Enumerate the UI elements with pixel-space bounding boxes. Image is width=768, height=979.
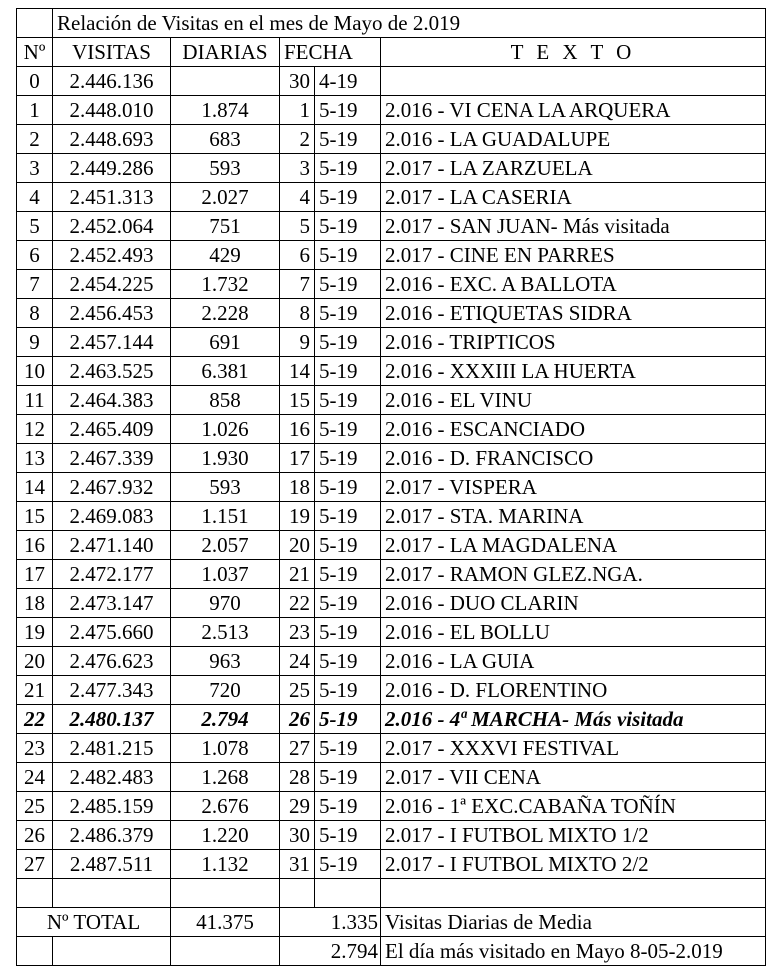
row-no: 0: [17, 67, 53, 96]
row-texto: 2.017 - I FUTBOL MIXTO 1/2: [381, 821, 766, 850]
row-diarias: 1.078: [171, 734, 280, 763]
table-row: [17, 125, 766, 154]
row-no: 6: [17, 241, 53, 270]
row-visitas: 2.475.660: [53, 618, 171, 647]
row-month: 5-19: [315, 618, 381, 647]
row-visitas: 2.465.409: [53, 415, 171, 444]
header-fecha: FECHA: [280, 38, 381, 67]
row-no: 23: [17, 734, 53, 763]
row-visitas: 2.476.623: [53, 647, 171, 676]
header-texto: T E X T O: [381, 38, 766, 67]
row-month: 5-19: [315, 328, 381, 357]
row-no: 21: [17, 676, 53, 705]
row-texto: 2.016 - 4ª MARCHA- Más visitada: [381, 705, 766, 734]
row-month: 5-19: [315, 763, 381, 792]
row-texto: 2.017 - CINE EN PARRES: [381, 241, 766, 270]
row-day: 24: [280, 647, 315, 676]
row-texto: 2.017 - STA. MARINA: [381, 502, 766, 531]
row-texto: 2.016 - EL VINU: [381, 386, 766, 415]
table-row: [17, 212, 766, 241]
row-no: 14: [17, 473, 53, 502]
table-title: Relación de Visitas en el mes de Mayo de 2.019: [53, 9, 766, 38]
title-blank-cell: [17, 9, 53, 38]
row-diarias: 2.676: [171, 792, 280, 821]
row-visitas: 2.457.144: [53, 328, 171, 357]
row-texto: 2.016 - EL BOLLU: [381, 618, 766, 647]
row-texto: 2.017 - LA MAGDALENA: [381, 531, 766, 560]
total-row: [17, 908, 766, 937]
row-texto: 2.016 - TRIPTICOS: [381, 328, 766, 357]
row-diarias: 858: [171, 386, 280, 415]
row-month: 5-19: [315, 502, 381, 531]
table-row: [17, 734, 766, 763]
row-day: 30: [280, 821, 315, 850]
row-visitas: 2.448.010: [53, 96, 171, 125]
header-no: Nº: [17, 38, 53, 67]
row-texto: 2.016 - XXXIII LA HUERTA: [381, 357, 766, 386]
row-month: 5-19: [315, 821, 381, 850]
table-row: [17, 850, 766, 879]
row-diarias: 963: [171, 647, 280, 676]
row-day: 7: [280, 270, 315, 299]
row-texto: 2.016 - EXC. A BALLOTA: [381, 270, 766, 299]
row-day: 6: [280, 241, 315, 270]
row-diarias: 720: [171, 676, 280, 705]
row-month: 5-19: [315, 270, 381, 299]
row-month: 5-19: [315, 560, 381, 589]
row-day: 1: [280, 96, 315, 125]
row-day: 25: [280, 676, 315, 705]
row-visitas: 2.473.147: [53, 589, 171, 618]
row-visitas: 2.472.177: [53, 560, 171, 589]
header-diarias: DIARIAS: [171, 38, 280, 67]
row-diarias: 2.027: [171, 183, 280, 212]
row-visitas: 2.464.383: [53, 386, 171, 415]
max-label: El día más visitado en Mayo 8-05-2.019: [381, 937, 766, 966]
row-visitas: 2.449.286: [53, 154, 171, 183]
row-visitas: 2.467.339: [53, 444, 171, 473]
table-row: [17, 67, 766, 96]
row-diarias: 1.220: [171, 821, 280, 850]
row-diarias: 2.794: [171, 705, 280, 734]
row-month: 5-19: [315, 589, 381, 618]
row-no: 10: [17, 357, 53, 386]
row-texto: 2.016 - ESCANCIADO: [381, 415, 766, 444]
row-visitas: 2.456.453: [53, 299, 171, 328]
row-day: 29: [280, 792, 315, 821]
row-no: 24: [17, 763, 53, 792]
row-diarias: 970: [171, 589, 280, 618]
spacer-cell: [53, 879, 171, 908]
row-visitas: 2.469.083: [53, 502, 171, 531]
row-visitas: 2.467.932: [53, 473, 171, 502]
row-no: 12: [17, 415, 53, 444]
row-day: 9: [280, 328, 315, 357]
row-texto: 2.016 - 1ª EXC.CABAÑA TOÑÍN: [381, 792, 766, 821]
table-row: [17, 444, 766, 473]
row-month: 5-19: [315, 299, 381, 328]
max-blank-no: [17, 937, 53, 966]
row-day: 27: [280, 734, 315, 763]
row-diarias: 2.228: [171, 299, 280, 328]
row-day: 19: [280, 502, 315, 531]
row-no: 25: [17, 792, 53, 821]
table-row: [17, 386, 766, 415]
row-texto: 2.017 - VII CENA: [381, 763, 766, 792]
row-no: 2: [17, 125, 53, 154]
row-diarias: 593: [171, 473, 280, 502]
row-day: 8: [280, 299, 315, 328]
table-row: [17, 705, 766, 734]
table-row: [17, 473, 766, 502]
row-texto: 2.016 - DUO CLARIN: [381, 589, 766, 618]
row-visitas: 2.471.140: [53, 531, 171, 560]
row-texto: 2.017 - I FUTBOL MIXTO 2/2: [381, 850, 766, 879]
row-no: 8: [17, 299, 53, 328]
row-day: 3: [280, 154, 315, 183]
row-day: 20: [280, 531, 315, 560]
row-visitas: 2.486.379: [53, 821, 171, 850]
table-row: [17, 589, 766, 618]
row-no: 22: [17, 705, 53, 734]
row-no: 18: [17, 589, 53, 618]
row-diarias: 593: [171, 154, 280, 183]
row-diarias: 1.732: [171, 270, 280, 299]
row-day: 31: [280, 850, 315, 879]
row-month: 5-19: [315, 647, 381, 676]
row-no: 17: [17, 560, 53, 589]
table-row: [17, 299, 766, 328]
media-value: 1.335: [280, 908, 381, 937]
total-label: Nº TOTAL: [17, 908, 171, 937]
row-no: 11: [17, 386, 53, 415]
table-row: [17, 618, 766, 647]
row-no: 5: [17, 212, 53, 241]
row-no: 3: [17, 154, 53, 183]
row-no: 4: [17, 183, 53, 212]
row-day: 2: [280, 125, 315, 154]
row-texto: 2.017 - LA CASERIA: [381, 183, 766, 212]
spacer-cell: [17, 879, 53, 908]
row-month: 5-19: [315, 705, 381, 734]
spacer-cell: [171, 879, 280, 908]
row-diarias: [171, 67, 280, 96]
table-row: [17, 183, 766, 212]
visits-table: [16, 8, 766, 966]
row-month: 5-19: [315, 212, 381, 241]
spacer-cell: [280, 879, 315, 908]
row-day: 14: [280, 357, 315, 386]
row-day: 5: [280, 212, 315, 241]
table-row: [17, 241, 766, 270]
row-diarias: 1.026: [171, 415, 280, 444]
row-no: 15: [17, 502, 53, 531]
row-no: 16: [17, 531, 53, 560]
row-texto: 2.017 - XXXVI FESTIVAL: [381, 734, 766, 763]
row-month: 5-19: [315, 386, 381, 415]
row-day: 15: [280, 386, 315, 415]
row-diarias: 2.057: [171, 531, 280, 560]
row-month: 5-19: [315, 415, 381, 444]
row-visitas: 2.463.525: [53, 357, 171, 386]
table-row: [17, 270, 766, 299]
row-diarias: 1.930: [171, 444, 280, 473]
row-diarias: 1.874: [171, 96, 280, 125]
table-row: [17, 415, 766, 444]
row-day: 28: [280, 763, 315, 792]
row-texto: 2.016 - D. FLORENTINO: [381, 676, 766, 705]
row-month: 5-19: [315, 850, 381, 879]
row-visitas: 2.482.483: [53, 763, 171, 792]
row-visitas: 2.448.693: [53, 125, 171, 154]
row-no: 19: [17, 618, 53, 647]
row-day: 30: [280, 67, 315, 96]
row-month: 5-19: [315, 444, 381, 473]
row-day: 18: [280, 473, 315, 502]
row-visitas: 2.454.225: [53, 270, 171, 299]
table-row: [17, 96, 766, 125]
row-visitas: 2.451.313: [53, 183, 171, 212]
row-visitas: 2.485.159: [53, 792, 171, 821]
row-texto: 2.017 - RAMON GLEZ.NGA.: [381, 560, 766, 589]
row-diarias: 1.268: [171, 763, 280, 792]
media-label: Visitas Diarias de Media: [381, 908, 766, 937]
table-row: [17, 502, 766, 531]
row-day: 17: [280, 444, 315, 473]
row-texto: 2.016 - ETIQUETAS SIDRA: [381, 299, 766, 328]
row-texto: 2.017 - SAN JUAN- Más visitada: [381, 212, 766, 241]
row-no: 13: [17, 444, 53, 473]
row-diarias: 6.381: [171, 357, 280, 386]
spacer-row: [17, 879, 766, 908]
row-month: 4-19: [315, 67, 381, 96]
row-month: 5-19: [315, 531, 381, 560]
row-texto: 2.016 - LA GUADALUPE: [381, 125, 766, 154]
row-texto: [381, 67, 766, 96]
row-diarias: 691: [171, 328, 280, 357]
row-day: 21: [280, 560, 315, 589]
row-day: 26: [280, 705, 315, 734]
title-row: [17, 9, 766, 38]
row-visitas: 2.452.493: [53, 241, 171, 270]
row-no: 9: [17, 328, 53, 357]
table-row: [17, 357, 766, 386]
row-diarias: 429: [171, 241, 280, 270]
row-no: 20: [17, 647, 53, 676]
row-month: 5-19: [315, 96, 381, 125]
row-month: 5-19: [315, 241, 381, 270]
row-no: 1: [17, 96, 53, 125]
row-no: 26: [17, 821, 53, 850]
row-visitas: 2.481.215: [53, 734, 171, 763]
table-row: [17, 154, 766, 183]
max-row: [17, 937, 766, 966]
row-day: 4: [280, 183, 315, 212]
row-diarias: 751: [171, 212, 280, 241]
table-row: [17, 531, 766, 560]
row-diarias: 1.037: [171, 560, 280, 589]
row-diarias: 683: [171, 125, 280, 154]
header-visitas: VISITAS: [53, 38, 171, 67]
row-day: 23: [280, 618, 315, 647]
row-day: 16: [280, 415, 315, 444]
table-row: [17, 560, 766, 589]
row-diarias: 2.513: [171, 618, 280, 647]
table-row: [17, 763, 766, 792]
row-visitas: 2.487.511: [53, 850, 171, 879]
table-row: [17, 821, 766, 850]
total-value: 41.375: [171, 908, 280, 937]
row-month: 5-19: [315, 357, 381, 386]
row-visitas: 2.477.343: [53, 676, 171, 705]
row-month: 5-19: [315, 125, 381, 154]
spacer-cell: [315, 879, 381, 908]
row-texto: 2.016 - LA GUIA: [381, 647, 766, 676]
row-diarias: 1.151: [171, 502, 280, 531]
header-row: [17, 38, 766, 67]
row-month: 5-19: [315, 792, 381, 821]
row-texto: 2.017 - VISPERA: [381, 473, 766, 502]
table-row: [17, 328, 766, 357]
row-texto: 2.016 - D. FRANCISCO: [381, 444, 766, 473]
row-texto: 2.016 - VI CENA LA ARQUERA: [381, 96, 766, 125]
spacer-cell: [381, 879, 766, 908]
row-no: 27: [17, 850, 53, 879]
row-visitas: 2.446.136: [53, 67, 171, 96]
row-month: 5-19: [315, 154, 381, 183]
row-month: 5-19: [315, 183, 381, 212]
row-texto: 2.017 - LA ZARZUELA: [381, 154, 766, 183]
table-row: [17, 792, 766, 821]
table-row: [17, 647, 766, 676]
row-diarias: 1.132: [171, 850, 280, 879]
row-month: 5-19: [315, 473, 381, 502]
max-value: 2.794: [280, 937, 381, 966]
row-month: 5-19: [315, 676, 381, 705]
row-no: 7: [17, 270, 53, 299]
row-visitas: 2.480.137: [53, 705, 171, 734]
max-blank-vis: [53, 937, 171, 966]
table-row: [17, 676, 766, 705]
visits-report-sheet: [16, 8, 766, 966]
row-day: 22: [280, 589, 315, 618]
row-month: 5-19: [315, 734, 381, 763]
max-blank-dia: [171, 937, 280, 966]
row-visitas: 2.452.064: [53, 212, 171, 241]
